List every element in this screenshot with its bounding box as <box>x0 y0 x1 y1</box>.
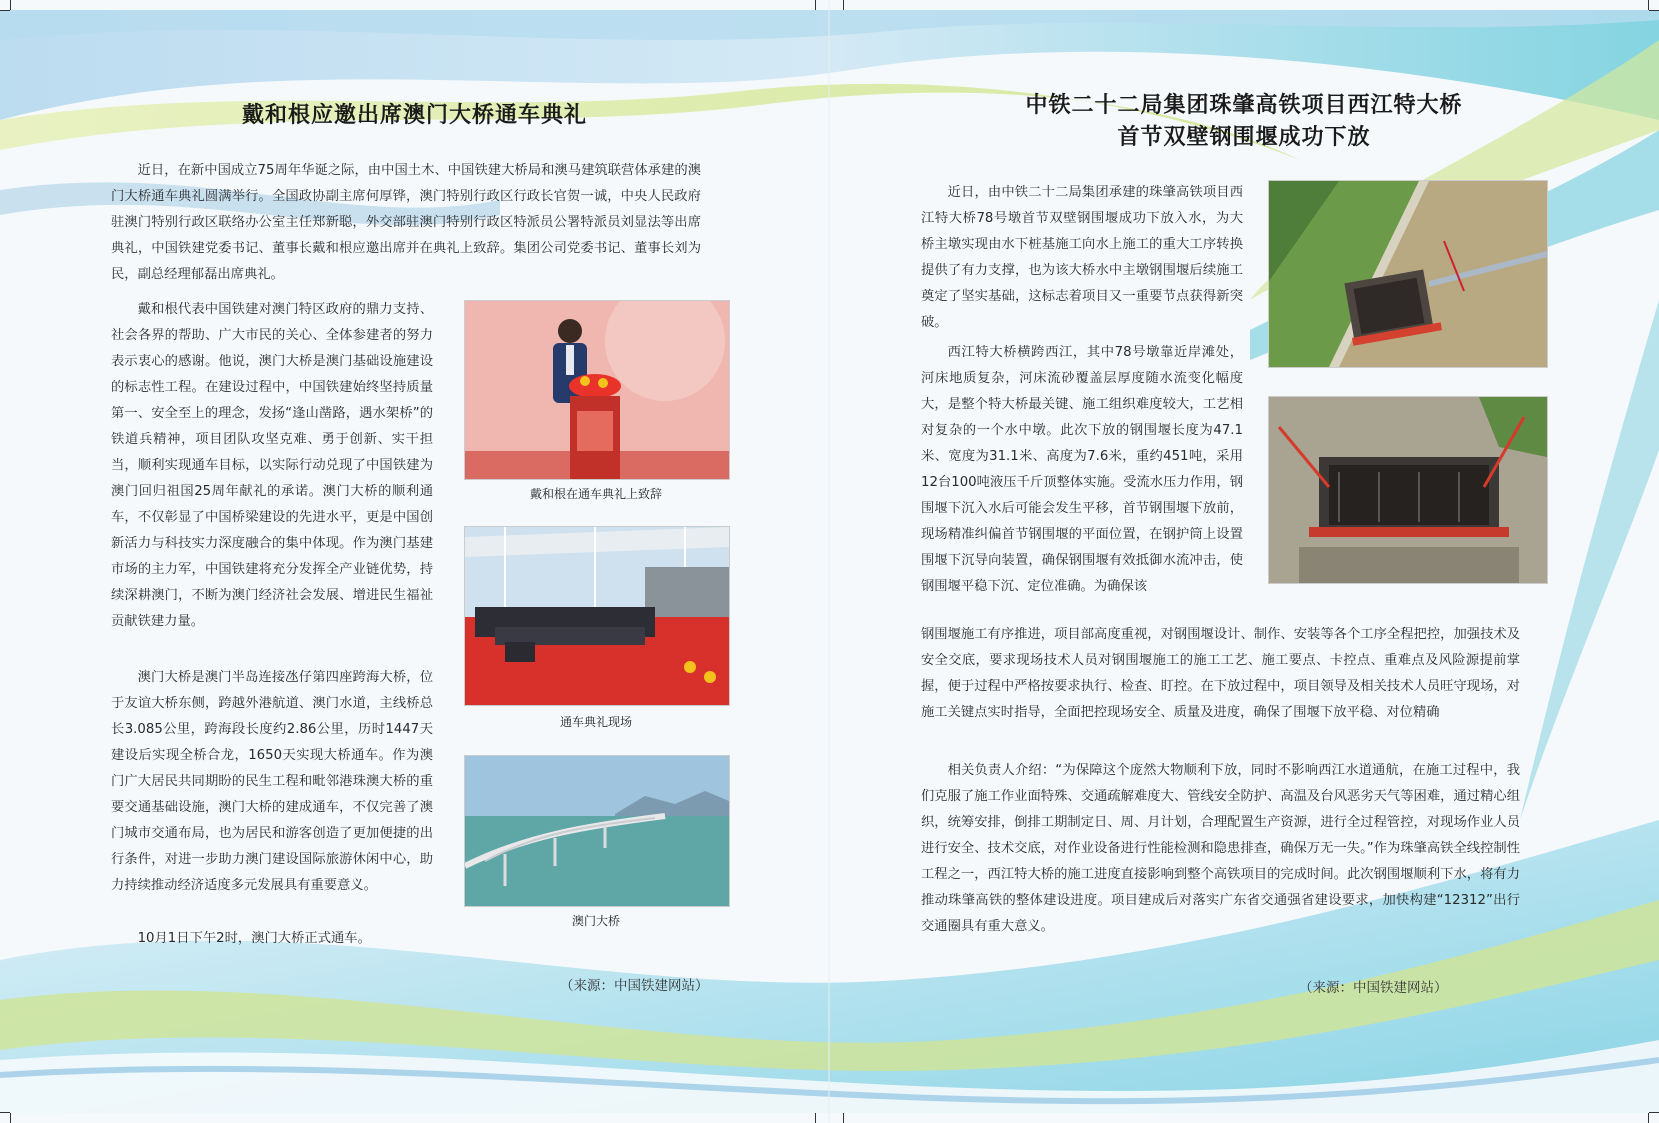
cofferdam-cranes-photo <box>1268 396 1548 584</box>
speech-photo <box>464 300 730 480</box>
left-paragraph-3: 澳门大桥是澳门半岛连接氹仔第四座跨海大桥，位于友谊大桥东侧，跨越外港航道、澳门水道，主线桥总长3.085公里，跨海段长度约2.86公里，历时1447天建设后实现全桥合龙，1650天实现大桥通车。作为澳门广大居民共同期盼的民生工程和毗邻港珠澳大桥的重要交通基础设施，澳门大桥的建成通车，不仅完善了澳门城市交通布局，也为居民和游客创造了更加便捷的出行条件，对进一步助力澳门建设国际旅游休闲中心，助力持续推动经济适度多元发展具有重要意义。 <box>111 670 433 893</box>
left-paragraph-1: 近日，在新中国成立75周年华诞之际，由中国土木、中国铁建大桥局和澳马建筑联营体承建的澳门大桥通车典礼圆满举行。全国政协副主席何厚铧，澳门特别行政区行政长官贺一诚，中央人民政府驻澳门特别行政区联络办公室主任郑新聪，外交部驻澳门特别行政区特派员公署特派员刘显法等出席典礼，中国铁建党委书记、董事长戴和根应邀出席并在典礼上致辞。集团公司党委书记、董事长刘为民，副总经理郁磊出席典礼。 <box>111 163 701 282</box>
cofferdam-aerial-photo <box>1268 180 1548 368</box>
bridge-photo <box>464 755 730 907</box>
left-page <box>0 0 829 1123</box>
left-article-title: 戴和根应邀出席澳门大桥通车典礼 <box>241 102 587 128</box>
left-paragraph-4: 10月1日下午2时，澳门大桥正式通车。 <box>137 931 371 946</box>
right-paragraph-2a: 西江特大桥横跨西江，其中78号墩靠近岸滩处，河床地质复杂，河床流砂覆盖层厚度随水流变化幅度大，是整个特大桥最关键、施工组织难度较大，工艺相对复杂的一个水中墩。此次下放的钢围堰长度为47.1米、宽度为31.1米、高度为7.6米，重约451吨，采用12台100吨液压千斤顶整体实施。受流水压力作用，钢围堰下沉入水后可能会发生平移，首节钢围堰下放前，现场精准纠偏首节钢围堰的平面位置，在钢护筒上设置围堰下沉导向装置，确保钢围堰有效抵御水流冲击，使钢围堰平稳下沉、定位准确。为确保该 <box>921 345 1243 594</box>
left-paragraph-2: 戴和根代表中国铁建对澳门特区政府的鼎力支持、社会各界的帮助、广大市民的关心、全体参建者的努力表示衷心的感谢。他说，澳门大桥是澳门基础设施建设的标志性工程。在建设过程中，中国铁建始终坚持质量第一、安全至上的理念，发扬“逢山凿路，遇水架桥”的铁道兵精神，项目团队攻坚克难、勇于创新、实干担当，顺利实现通车目标，以实际行动兑现了中国铁建为澳门回归祖国25周年献礼的承诺。澳门大桥的顺利通车，不仅彰显了中国桥梁建设的先进水平，更是中国创新活力与科技实力深度融合的集中体现。作为澳门基建市场的主力军，中国铁建将充分发挥全产业链优势，持续深耕澳门，不断为澳门经济社会发展、增进民生福祉贡献铁建力量。 <box>111 302 433 629</box>
right-paragraph-2b: 钢围堰施工有序推进，项目部高度重视，对钢围堰设计、制作、安装等各个工序全程把控，加强技术及安全交底，要求现场技术人员对钢围堰施工的施工工艺、施工要点、卡控点、重难点及风险源提前掌握，便于过程中严格按要求执行、检查、盯控。在下放过程中，项目领导及相关技术人员旺守现场，对施工关键点实时指导，全面把控现场安全、质量及进度，确保了围堰下放平稳、对位精确 <box>921 627 1520 720</box>
right-source: （来源：中国铁建网站） <box>1299 980 1448 996</box>
right-paragraph-1: 近日，由中铁二十二局集团承建的珠肇高铁项目西江特大桥78号墩首节双壁钢围堰成功下放入水，为大桥主墩实现由水下桩基施工向水上施工的重大工序转换提供了有力支撑，也为该大桥水中主墩钢围堰后续施工奠定了坚实基础，这标志着项目又一重要节点获得新突破。 <box>921 185 1243 330</box>
right-page <box>829 0 1659 1123</box>
ceremony-photo-caption: 通车典礼现场 <box>559 715 632 729</box>
speech-photo-caption: 戴和根在通车典礼上致辞 <box>529 487 662 501</box>
left-source: （来源：中国铁建网站） <box>560 978 709 994</box>
bridge-photo-caption: 澳门大桥 <box>571 914 620 928</box>
ceremony-photo <box>464 526 730 706</box>
right-article-title-line2: 首节双壁钢围堰成功下放 <box>1117 124 1371 150</box>
right-article-title-line1: 中铁二十二局集团珠肇高铁项目西江特大桥 <box>1025 92 1463 118</box>
right-paragraph-3: 相关负责人介绍：“为保障这个庞然大物顺利下放，同时不影响西江水道通航，在施工过程中，我们克服了施工作业面特殊、交通疏解难度大、管线安全防护、高温及台风恶劣天气等困难，通过精心组织，统筹安排，倒排工期制定日、周、月计划，合理配置生产资源，进行全过程管控，对现场作业人员进行安全、技术交底，对作业设备进行性能检测和隐患排查，确保万无一失。”作为珠肇高铁全线控制性工程之一，西江特大桥的施工进度直接影响到整个高铁项目的完成时间。此次钢围堰顺利下水，将有力推动珠肇高铁的整体建设进度。项目建成后对落实广东省交通强省建设要求，加快构建“12312”出行交通圈具有重大意义。 <box>921 763 1520 934</box>
